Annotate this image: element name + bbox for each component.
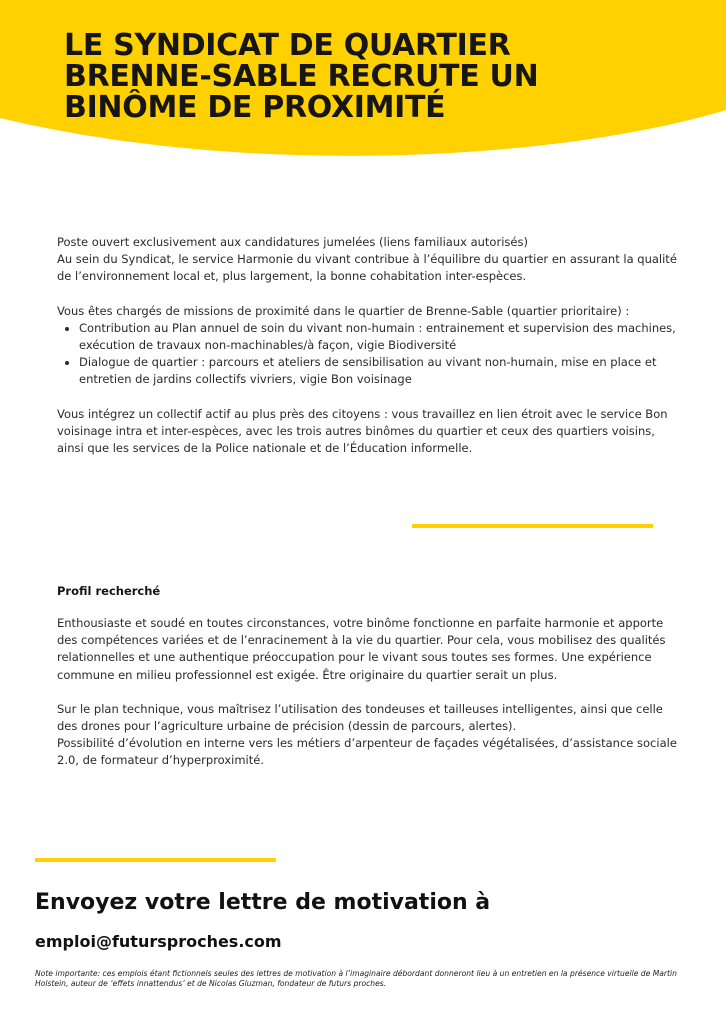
profile-paragraph-1: Enthousiaste et soudé en toutes circonstances, votre binôme fonctionne en parfaite harmonie et apporte des compétences variées et de l’enracinement à la vie du quartier. Pour cela, vous mobilisez des qualités relationnelles et une authentique préoccupation pour le vivant sous toutes ses formes. Une expérience commune en milieu professionnel est exigée. Être originaire du quartier serait un plus. [57, 616, 666, 682]
intro-line-1: Poste ouvert exclusivement aux candidatures jumelées (liens familiaux autorisés) [57, 235, 528, 249]
profile-heading: Profil recherché [57, 584, 161, 598]
profile-paragraph-3: Possibilité d’évolution en interne vers les métiers d’arpenteur de façades végétalisées, d’assistance sociale 2.0, de formateur d’hyperproximité. [57, 736, 677, 768]
intro-section [57, 234, 677, 457]
divider-rule-right [412, 524, 653, 528]
profile-section [57, 615, 677, 770]
collective-paragraph: Vous intégrez un collectif actif au plus près des citoyens : vous travaillez en lien étroit avec le service Bon voisinage intra et inter-espèces, avec les trois autres binômes du quartier et ceux des quartiers voisins, ainsi que les services de la Police nationale et de l’Éducation informelle. [57, 406, 668, 456]
missions-intro: Vous êtes chargés de missions de proximité dans le quartier de Brenne-Sable (quartier prioritaire) : [57, 303, 630, 318]
title-line-2: BRENNE-SABLE RECRUTE UN [64, 59, 539, 94]
footnote: Note importante: ces emplois étant fictionnels seules des lettres de motivation à l’imaginaire débordant donneront lieu à un entretien en la présence virtuelle de Martin Holstein, auteur de ‘effets innattendus’ et de Nicolas Gluzman, fondateur de futurs proches. [35, 969, 677, 988]
contact-email[interactable]: emploi@futursproches.com [35, 932, 282, 951]
title-line-1: LE SYNDICAT DE QUARTIER [64, 28, 511, 63]
title-line-3: BINÔME DE PROXIMITÉ [64, 90, 446, 125]
divider-rule-left [35, 858, 276, 862]
intro-line-2: Au sein du Syndicat, le service Harmonie du vivant contribue à l’équilibre du quartier en assurant la qualité de l’environnement local et, plus largement, la bonne cohabitation inter-espèces. [57, 252, 677, 284]
missions-list [57, 320, 677, 389]
mission-item-1: • Contribution au Plan annuel de soin du vivant non-humain : entrainement et supervision des machines, exécution de travaux non-machinables/à façon, vigie Biodiversité [79, 320, 677, 354]
mission-item-2: • Dialogue de quartier : parcours et ateliers de sensibilisation au vivant non-humain, mise en place et entretien de jardins collectifs vivriers, vigie Bon voisinage [79, 354, 677, 388]
page-title [64, 30, 664, 123]
profile-paragraph-2: Sur le plan technique, vous maîtrisez l’utilisation des tondeuses et tailleuses intelligentes, ainsi que celle des drones pour l’agriculture urbaine de précision (dessin de parcours, alertes). [57, 701, 663, 734]
cta-heading: Envoyez votre lettre de motivation à [35, 890, 491, 915]
